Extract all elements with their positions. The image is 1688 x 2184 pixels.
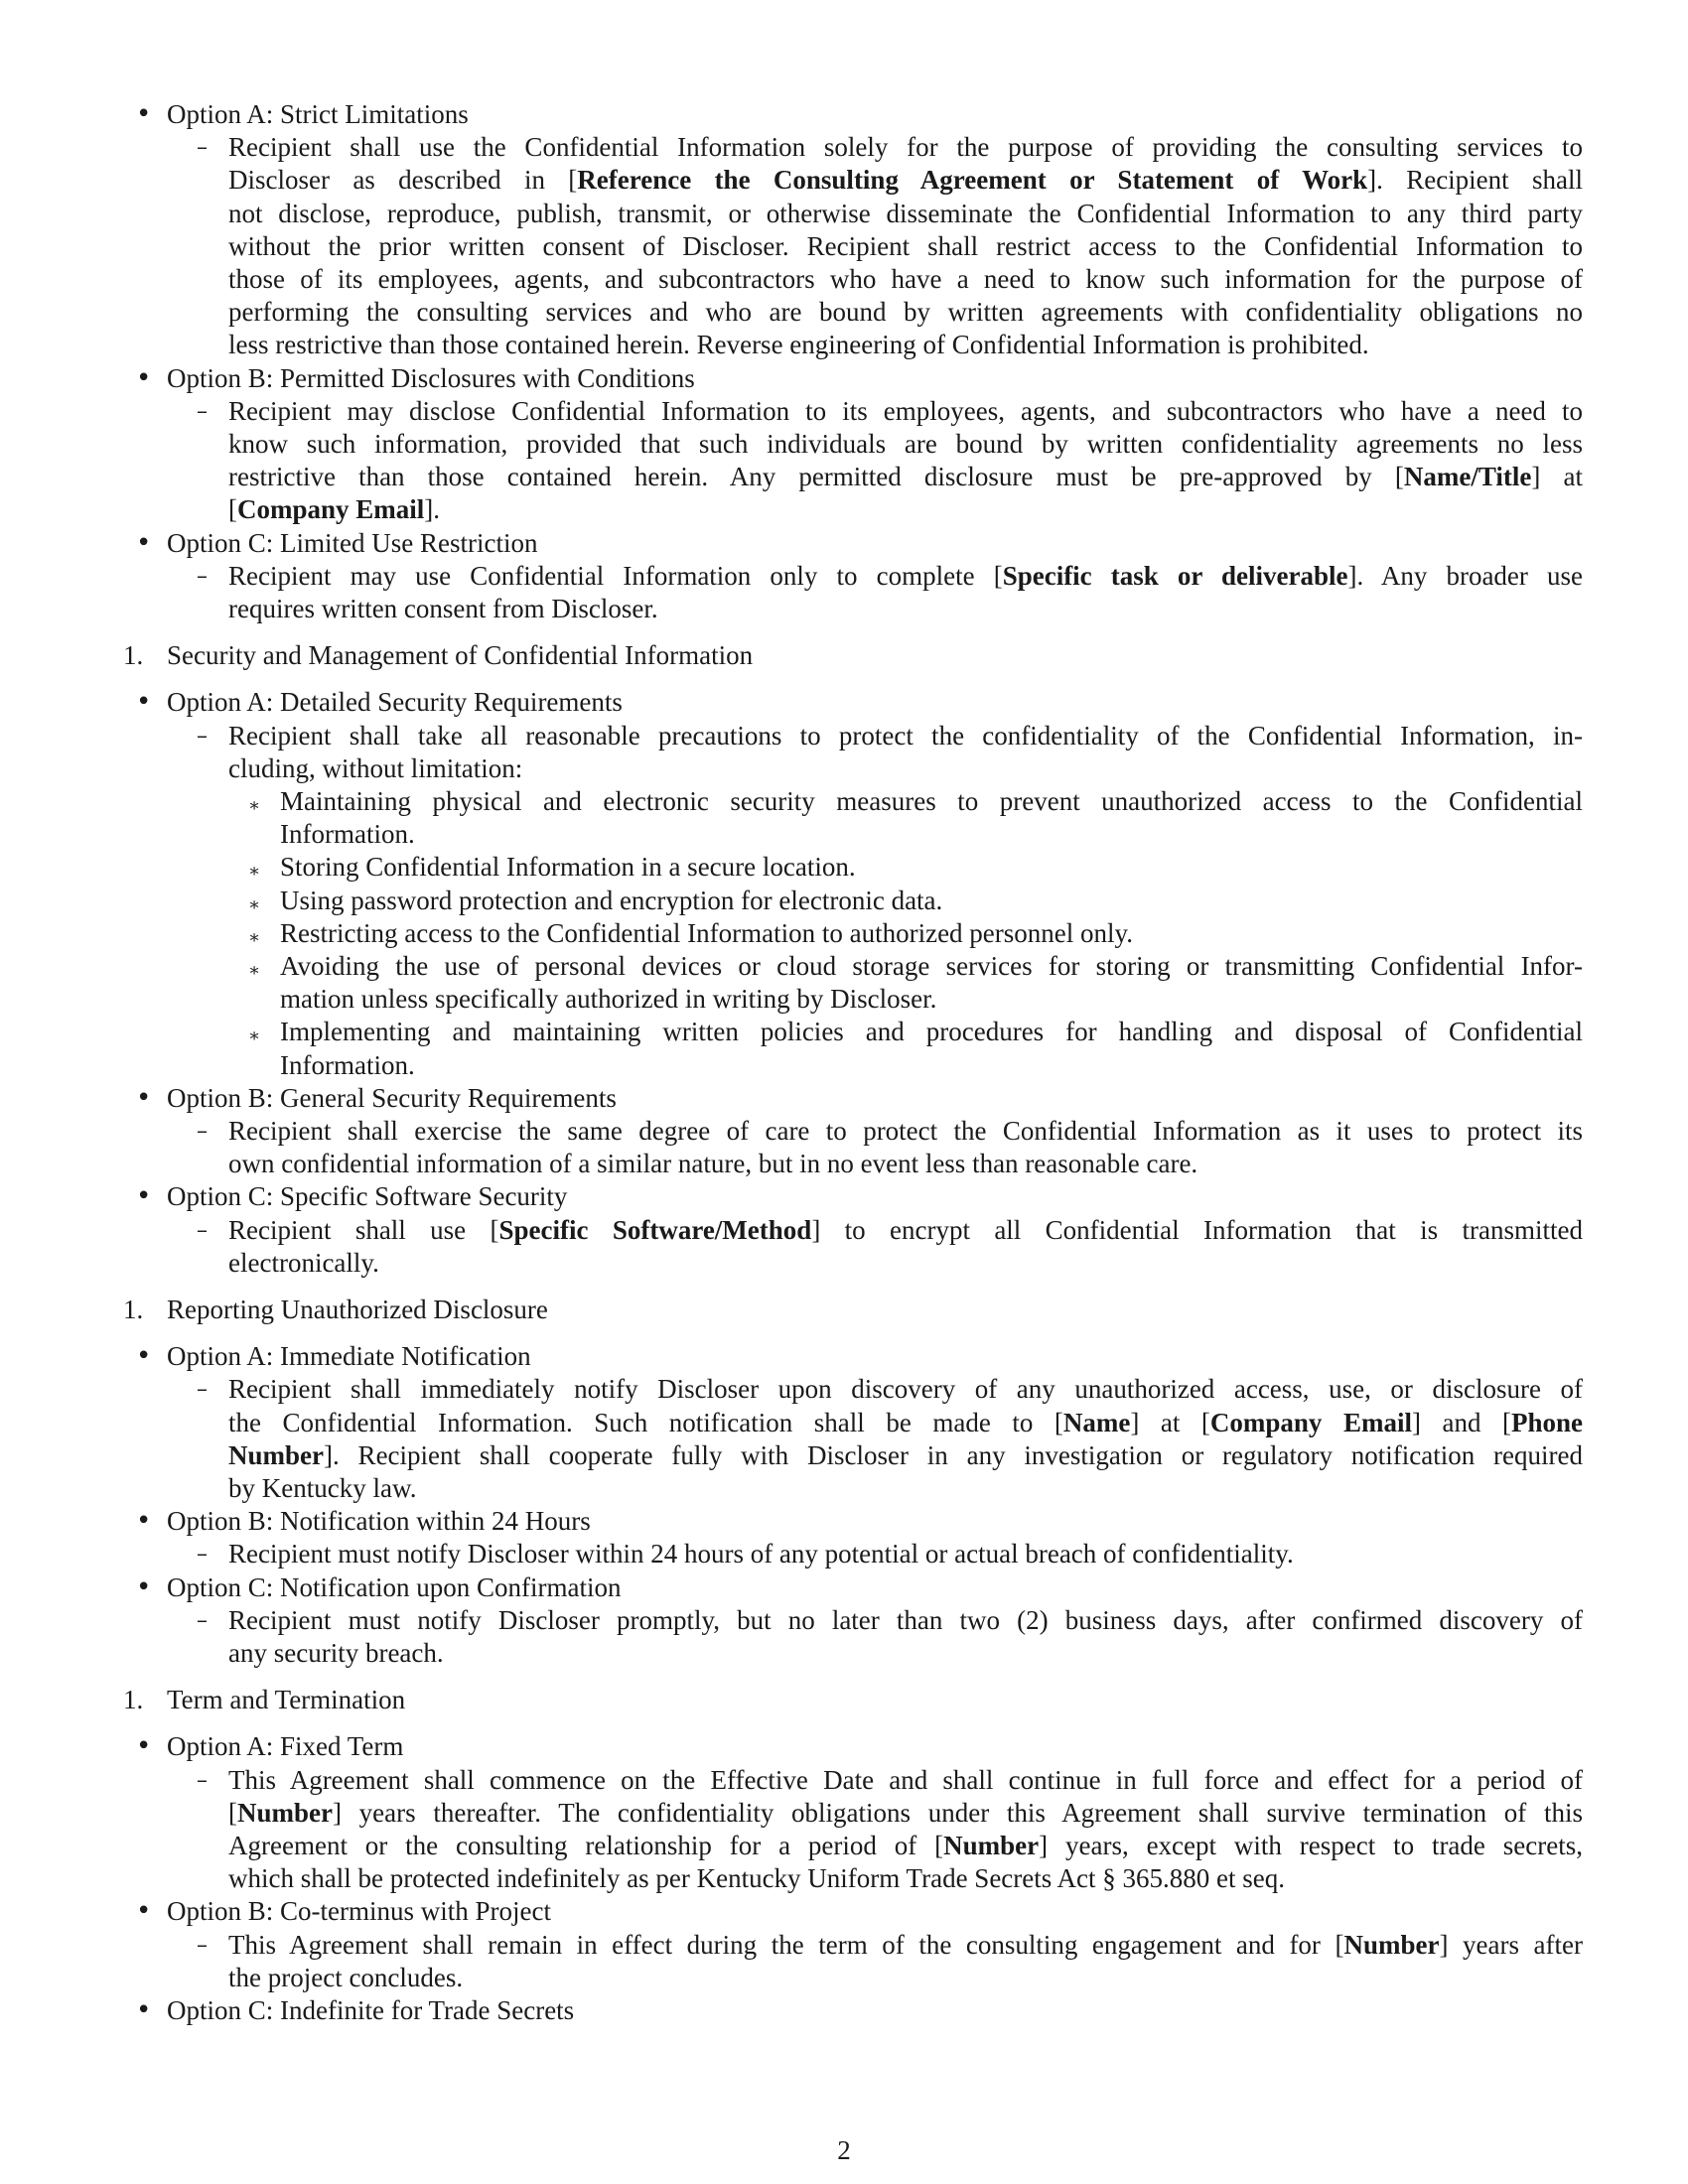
section-number: 1.: [123, 1295, 144, 1324]
text-segment: [: [228, 494, 237, 525]
asterisk-icon: ∗: [248, 960, 261, 981]
text-segment: Agreement or the consulting relationship for a period of [: [228, 1831, 944, 1860]
text-segment: ] at [: [1130, 1407, 1210, 1437]
text-line: Recipient shall take all reasonable precautions to protect the confidentiality of the Confidential Information, in-: [228, 720, 1583, 751]
option-title: Option B: Notification within 24 Hours: [167, 1506, 591, 1537]
option-title: Option C: Specific Software Security: [167, 1181, 568, 1212]
text-segment: Discloser as described in [: [228, 165, 578, 196]
option-title: Option A: Fixed Term: [167, 1731, 404, 1762]
option-title: Option A: Detailed Security Requirements: [167, 687, 623, 718]
option-title: Option A: Immediate Notification: [167, 1341, 531, 1372]
dash-icon: –: [197, 1607, 208, 1633]
option-title: Option B: Permitted Disclosures with Conditions: [167, 362, 695, 393]
option-title: Option C: Indefinite for Trade Secrets: [167, 1995, 575, 2025]
text-line: less restrictive than those contained herein. Reverse engineering of Confidential Information is prohibited.: [228, 330, 1369, 360]
text-segment: the Confidential Information. Such notification shall be made to [: [228, 1407, 1063, 1437]
text-segment: ].: [424, 494, 441, 525]
section-heading: Reporting Unauthorized Disclosure: [167, 1295, 548, 1324]
section-number: 1.: [123, 1685, 144, 1715]
placeholder-field: Number: [1343, 1929, 1440, 1960]
text-line: Maintaining physical and electronic security measures to prevent unauthorized access to the Confidential: [280, 786, 1583, 816]
text-line: Avoiding the use of personal devices or cloud storage services for storing or transmitting Confidential Infor-: [280, 951, 1583, 981]
option-title: Option C: Notification upon Confirmation: [167, 1571, 622, 1602]
text-segment: ] to encrypt all Confidential Information that is transmitted: [811, 1214, 1583, 1245]
text-segment: ]. Recipient shall: [1367, 165, 1583, 196]
text-segment: ]. Recipient shall cooperate fully with Discloser in any investigation or regulatory notification required: [324, 1439, 1583, 1470]
text-line: own confidential information of a similar nature, but in no event less than reasonable care.: [228, 1149, 1198, 1179]
text-line: any security breach.: [228, 1638, 444, 1668]
text-line: [228, 1830, 1583, 1862]
text-line: which shall be protected indefinitely as per Kentucky Uniform Trade Secrets Act § 365.880 et seq.: [228, 1863, 1285, 1894]
text-line: performing the consulting services and who are bound by written agreements with confidentiality obligations no: [228, 297, 1583, 328]
text-line: [228, 493, 440, 526]
placeholder-field: Number: [237, 1797, 333, 1828]
placeholder-field: Number: [228, 1439, 324, 1470]
option-title: Option B: General Security Requirements: [167, 1082, 617, 1113]
text-segment: Recipient may use Confidential Information only to complete [: [228, 560, 1003, 591]
asterisk-icon: ∗: [248, 861, 261, 883]
placeholder-field: Name/Title: [1403, 462, 1532, 492]
text-line: Recipient shall immediately notify Discloser upon discovery of any unauthorized access, use, or disclosure of: [228, 1374, 1583, 1405]
asterisk-icon: ∗: [248, 926, 261, 948]
text-segment: ]. Any broader use: [1347, 560, 1583, 591]
text-line: Recipient shall use the Confidential Information solely for the purpose of providing the consulting services to: [228, 132, 1583, 163]
option-title: Option B: Co-terminus with Project: [167, 1896, 551, 1927]
text-line: without the prior written consent of Discloser. Recipient shall restrict access to the Confidential Information to: [228, 230, 1583, 261]
section-heading: Term and Termination: [167, 1685, 406, 1715]
text-segment: ] years thereafter. The confidentiality obligations under this Agreement shall survive termination of this: [333, 1797, 1583, 1828]
bullet-icon: •: [136, 687, 152, 718]
text-line: Recipient may disclose Confidential Information to its employees, agents, and subcontractors who have a need to: [228, 395, 1583, 426]
text-segment: ] years after: [1439, 1929, 1583, 1960]
text-line: know such information, provided that such individuals are bound by written confidentiality agreements no less: [228, 429, 1583, 459]
text-line: [228, 1929, 1583, 1962]
text-line: Using password protection and encryption for electronic data.: [280, 885, 943, 915]
bullet-icon: •: [136, 1896, 152, 1927]
option-title: Option A: Strict Limitations: [167, 99, 469, 129]
dash-icon: –: [197, 398, 208, 424]
bullet-icon: •: [136, 527, 152, 558]
text-line: by Kentucky law.: [228, 1473, 417, 1503]
bullet-icon: •: [136, 99, 152, 129]
placeholder-field: Name: [1062, 1407, 1131, 1437]
text-line: [228, 560, 1583, 593]
text-line: cluding, without limitation:: [228, 752, 523, 783]
text-line: those of its employees, agents, and subcontractors who have a need to know such information for the purpose of: [228, 264, 1583, 294]
placeholder-field: Company Email: [237, 494, 425, 525]
placeholder-field: Specific Software/Method: [498, 1214, 812, 1245]
text-line: Storing Confidential Information in a secure location.: [280, 852, 856, 883]
text-line: electronically.: [228, 1247, 379, 1278]
text-line: Recipient shall exercise the same degree of care to protect the Confidential Information as it uses to protect its: [228, 1116, 1583, 1146]
text-segment: ] years, except with respect to trade secrets,: [1039, 1831, 1583, 1860]
placeholder-field: Phone: [1511, 1407, 1584, 1437]
page-number: 2: [837, 2135, 851, 2165]
dash-icon: –: [197, 563, 208, 589]
text-line: This Agreement shall commence on the Effective Date and shall continue in full force and effect for a period of: [228, 1764, 1583, 1795]
dash-icon: –: [197, 1767, 208, 1793]
text-line: requires written consent from Discloser.: [228, 594, 658, 623]
text-line: Information.: [280, 1049, 415, 1080]
text-line: not disclose, reproduce, publish, transmit, or otherwise disseminate the Confidential Information to any third party: [228, 198, 1583, 228]
bullet-icon: •: [136, 1181, 152, 1212]
asterisk-icon: ∗: [248, 1025, 261, 1047]
option-title: Option C: Limited Use Restriction: [167, 527, 538, 558]
text-segment: This Agreement shall remain in effect during the term of the consulting engagement and for [: [228, 1929, 1344, 1960]
text-segment: Recipient shall use [: [228, 1214, 499, 1245]
text-segment: [: [228, 1797, 237, 1828]
section-number: 1.: [123, 640, 144, 671]
bullet-icon: •: [136, 1571, 152, 1602]
bullet-icon: •: [136, 1995, 152, 2025]
text-line: Recipient must notify Discloser promptly, but no later than two (2) business days, after confirmed discovery of: [228, 1604, 1583, 1635]
text-line: Restricting access to the Confidential Information to authorized personnel only.: [280, 917, 1134, 948]
asterisk-icon: ∗: [248, 795, 261, 816]
placeholder-field: Specific task or deliverable: [1002, 560, 1348, 591]
text-line: [228, 1214, 1583, 1247]
placeholder-field: Company Email: [1209, 1407, 1412, 1437]
dash-icon: –: [197, 1217, 208, 1243]
placeholder-field: Reference the Consulting Agreement or Statement of Work: [577, 165, 1368, 196]
bullet-icon: •: [136, 1731, 152, 1762]
text-segment: restrictive than those contained herein. Any permitted disclosure must be pre-approved by [: [228, 462, 1404, 492]
asterisk-icon: ∗: [248, 893, 261, 915]
text-line: [228, 1407, 1583, 1439]
dash-icon: –: [197, 723, 208, 749]
text-line: Information.: [280, 819, 415, 850]
placeholder-field: Number: [943, 1831, 1040, 1860]
text-line: Recipient must notify Discloser within 24 hours of any potential or actual breach of confidentiality.: [228, 1539, 1294, 1570]
bullet-icon: •: [136, 1341, 152, 1372]
dash-icon: –: [197, 1377, 208, 1403]
dash-icon: –: [197, 1119, 208, 1144]
text-segment: ] at: [1531, 462, 1584, 492]
dash-icon: –: [197, 135, 208, 161]
text-segment: ] and [: [1411, 1407, 1511, 1437]
dash-icon: –: [197, 1932, 208, 1958]
text-line: Implementing and maintaining written policies and procedures for handling and disposal of Confidential: [280, 1017, 1583, 1047]
text-line: [228, 1797, 1583, 1830]
bullet-icon: •: [136, 1506, 152, 1537]
text-line: mation unless specifically authorized in writing by Discloser.: [280, 984, 937, 1015]
text-line: [228, 461, 1583, 493]
section-heading: Security and Management of Confidential Information: [167, 640, 754, 671]
bullet-icon: •: [136, 362, 152, 393]
text-line: [228, 164, 1583, 197]
text-line: [228, 1439, 1583, 1472]
bullet-icon: •: [136, 1082, 152, 1113]
dash-icon: –: [197, 1542, 208, 1568]
text-line: the project concludes.: [228, 1962, 464, 1992]
